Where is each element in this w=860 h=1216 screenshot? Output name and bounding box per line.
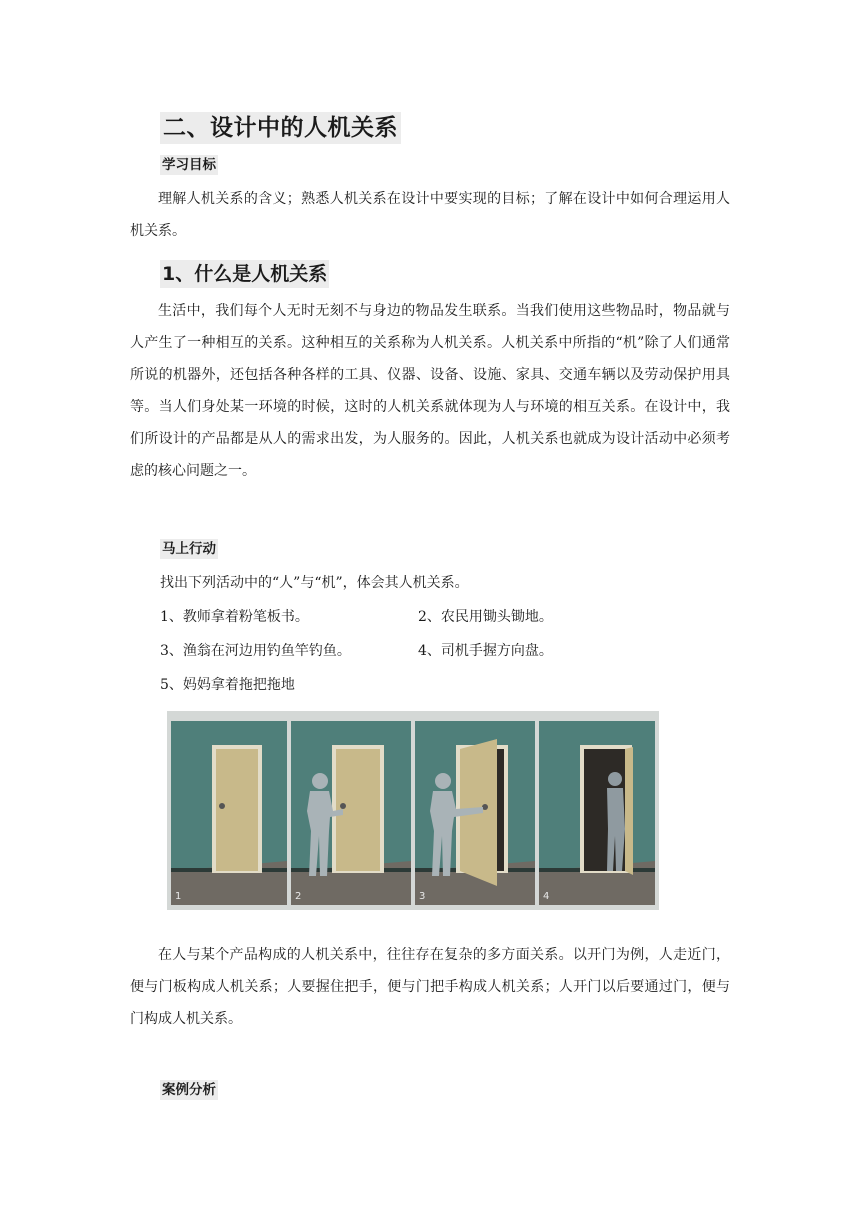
subsection-title: 1、什么是人机关系 [160,260,329,288]
figure-panel-1 [171,721,287,905]
action-item-4: 4、司机手握方向盘。 [418,643,553,659]
action-item-1: 1、教师拿着粉笔板书。 [160,609,309,625]
action-intro: 找出下列活动中的“人”与“机”，体会其人机关系。 [160,575,469,591]
panel-number: 3 [419,891,426,902]
panel-number: 1 [175,891,182,902]
learning-goal-label: 学习目标 [162,157,216,173]
learning-goal-text: 理解人机关系的含义；熟悉人机关系在设计中要实现的目标；了解在设计中如何合理运用人机关系。 [130,191,730,239]
door-handle [219,803,225,809]
door-opening-figure [167,711,659,910]
panel-number: 2 [295,891,302,902]
section-title: 二、设计中的人机关系 [160,112,401,144]
action-label: 马上行动 [162,541,216,557]
figure-panel-3 [415,721,535,905]
case-analysis-label: 案例分析 [162,1082,216,1098]
panel-number: 4 [543,891,550,902]
action-item-5: 5、妈妈拿着拖把拖地 [160,677,295,693]
action-item-3: 3、渔翁在河边用钓鱼竿钓鱼。 [160,643,351,659]
figure-panel-4 [539,721,655,905]
figure-panel-2 [291,721,411,905]
door [216,749,258,871]
subsection-text: 生活中，我们每个人无时无刻不与身边的物品发生联系。当我们使用这些物品时，物品就与人产生了一种相互的关系。这种相互的关系称为人机关系。人机关系中所指的“机”除了人们通常所说的机器外，还包括各种各样的工具、仪器、设备、设施、家具、交通车辆以及劳动保护用具等。当人们身处某一环境的时候，这时的人机关系就体现为人与环境的相互关系。在设计中，我们所设计的产品都是从人的需求出发，为人服务的。因此，人机关系也就成为设计活动中必须考虑的核心问题之一。 [130,303,730,479]
action-item-2: 2、农民用锄头锄地。 [418,609,553,625]
explanation-text: 在人与某个产品构成的人机关系中，往往存在复杂的多方面关系。以开门为例，人走近门，便与门板构成人机关系；人要握住把手，便与门把手构成人机关系；人开门以后要通过门，便与门构成人机关系。 [130,947,730,1027]
